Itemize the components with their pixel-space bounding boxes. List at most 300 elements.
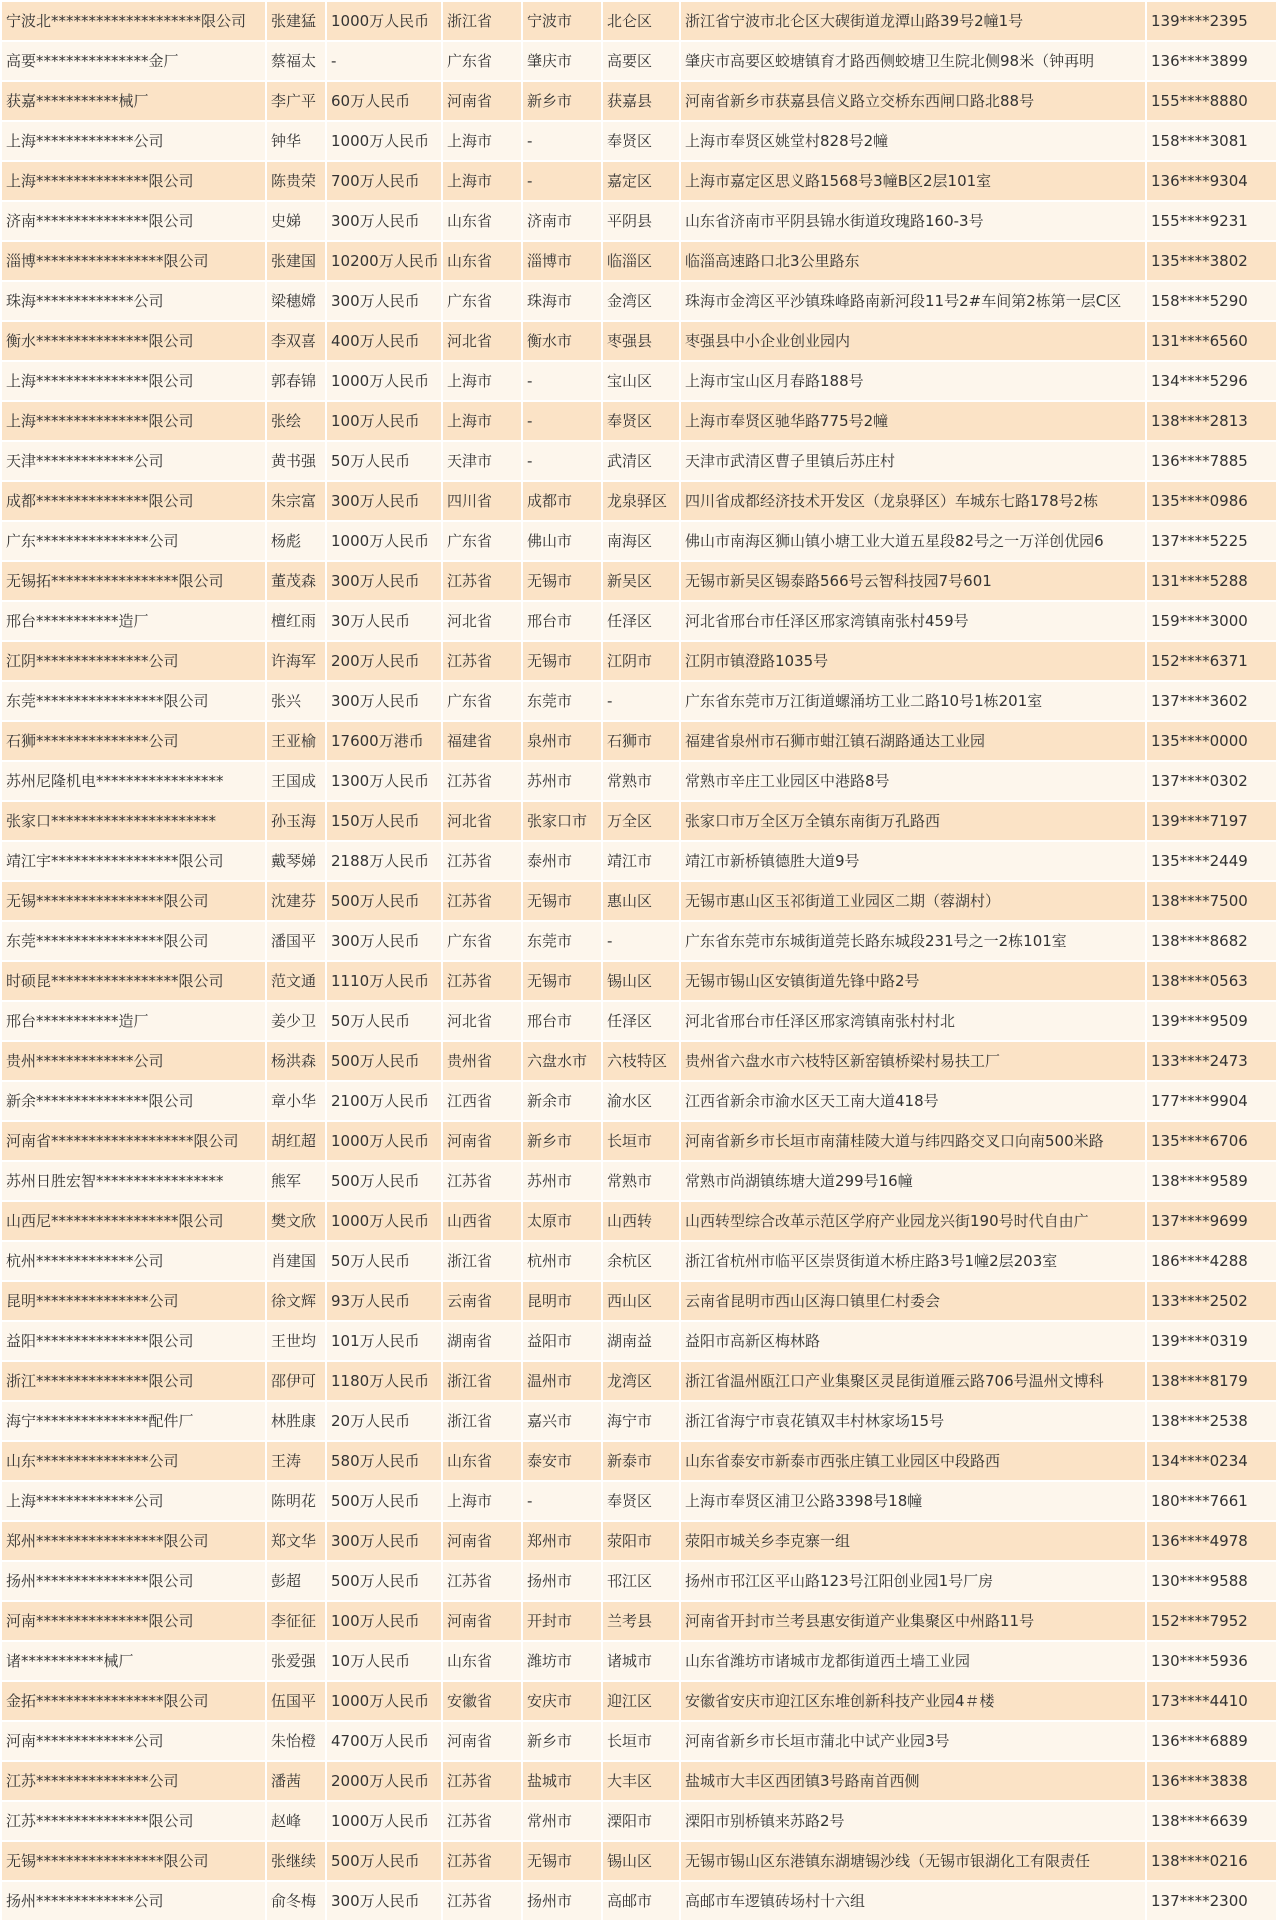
table-row	[1, 81, 1277, 121]
phone-cell: 133****2473	[1146, 1041, 1277, 1081]
registered-capital-cell: 30万人民币	[326, 601, 442, 641]
registered-capital-cell: 60万人民币	[326, 81, 442, 121]
table-row	[1, 1561, 1277, 1601]
address-cell: 山东省潍坊市诸城市龙都街道西土墙工业园	[680, 1641, 1146, 1681]
province-cell: 山东省	[442, 1441, 522, 1481]
province-cell: 湖南省	[442, 1321, 522, 1361]
address-cell: 山东省泰安市新泰市西张庄镇工业园区中段路西	[680, 1441, 1146, 1481]
contact-person-cell: 潘国平	[266, 921, 326, 961]
company-name-cell: 张家口**********************	[1, 801, 266, 841]
phone-cell: 138****2813	[1146, 401, 1277, 441]
table-row	[1, 481, 1277, 521]
district-cell: 锡山区	[602, 1841, 680, 1881]
address-cell: 安徽省安庆市迎江区东堆创新科技产业园4＃楼	[680, 1681, 1146, 1721]
district-cell: 获嘉县	[602, 81, 680, 121]
registered-capital-cell: 500万人民币	[326, 1561, 442, 1601]
company-name-cell: 成都***************限公司	[1, 481, 266, 521]
registered-capital-cell: 1300万人民币	[326, 761, 442, 801]
table-row	[1, 281, 1277, 321]
phone-cell: 155****8880	[1146, 81, 1277, 121]
province-cell: 河北省	[442, 801, 522, 841]
phone-cell: 139****0319	[1146, 1321, 1277, 1361]
company-name-cell: 苏州尼隆机电*****************	[1, 761, 266, 801]
table-row	[1, 1, 1277, 41]
district-cell: 大丰区	[602, 1761, 680, 1801]
phone-cell: 130****5936	[1146, 1641, 1277, 1681]
district-cell: 石狮市	[602, 721, 680, 761]
table-row	[1, 1521, 1277, 1561]
registered-capital-cell: 300万人民币	[326, 281, 442, 321]
district-cell: 邗江区	[602, 1561, 680, 1601]
city-cell: 无锡市	[522, 881, 602, 921]
province-cell: 山西省	[442, 1201, 522, 1241]
province-cell: 浙江省	[442, 1, 522, 41]
address-cell: 河南省新乡市长垣市南蒲桂陵大道与纬四路交叉口向南500米路	[680, 1121, 1146, 1161]
district-cell: 溧阳市	[602, 1801, 680, 1841]
address-cell: 天津市武清区曹子里镇后苏庄村	[680, 441, 1146, 481]
address-cell: 盐城市大丰区西团镇3号路南首西侧	[680, 1761, 1146, 1801]
district-cell: 嘉定区	[602, 161, 680, 201]
province-cell: 上海市	[442, 1481, 522, 1521]
registered-capital-cell: 1000万人民币	[326, 1, 442, 41]
contact-person-cell: 檀红雨	[266, 601, 326, 641]
address-cell: 贵州省六盘水市六枝特区新窑镇桥梁村易扶工厂	[680, 1041, 1146, 1081]
registered-capital-cell: 10200万人民币	[326, 241, 442, 281]
company-name-cell: 河南*************公司	[1, 1721, 266, 1761]
contact-person-cell: 彭超	[266, 1561, 326, 1601]
contact-person-cell: 郑文华	[266, 1521, 326, 1561]
contact-person-cell: 陈明花	[266, 1481, 326, 1521]
table-row	[1, 761, 1277, 801]
registered-capital-cell: 500万人民币	[326, 1041, 442, 1081]
company-name-cell: 邢台***********造厂	[1, 601, 266, 641]
district-cell: 平阴县	[602, 201, 680, 241]
company-name-cell: 无锡拓*****************限公司	[1, 561, 266, 601]
contact-person-cell: 杨洪森	[266, 1041, 326, 1081]
registered-capital-cell: 50万人民币	[326, 1241, 442, 1281]
registered-capital-cell: 300万人民币	[326, 481, 442, 521]
city-cell: 宁波市	[522, 1, 602, 41]
city-cell: 无锡市	[522, 961, 602, 1001]
province-cell: 江苏省	[442, 1881, 522, 1921]
address-cell: 上海市奉贤区姚堂村828号2幢	[680, 121, 1146, 161]
table-row	[1, 1401, 1277, 1441]
province-cell: 福建省	[442, 721, 522, 761]
company-name-cell: 无锡*****************限公司	[1, 881, 266, 921]
company-name-cell: 杭州*************公司	[1, 1241, 266, 1281]
contact-person-cell: 伍国平	[266, 1681, 326, 1721]
phone-cell: 130****9588	[1146, 1561, 1277, 1601]
phone-cell: 136****3899	[1146, 41, 1277, 81]
registered-capital-cell: 1000万人民币	[326, 1201, 442, 1241]
district-cell: 任泽区	[602, 601, 680, 641]
district-cell: 诸城市	[602, 1641, 680, 1681]
company-name-cell: 上海*************公司	[1, 121, 266, 161]
company-name-cell: 无锡*****************限公司	[1, 1841, 266, 1881]
province-cell: 天津市	[442, 441, 522, 481]
registered-capital-cell: 300万人民币	[326, 561, 442, 601]
city-cell: 安庆市	[522, 1681, 602, 1721]
table-row	[1, 1841, 1277, 1881]
address-cell: 无锡市惠山区玉祁街道工业园区二期（蓉湖村）	[680, 881, 1146, 921]
address-cell: 浙江省温州瓯江口产业集聚区灵昆街道雁云路706号温州文博科	[680, 1361, 1146, 1401]
company-name-cell: 苏州日胜宏智*****************	[1, 1161, 266, 1201]
province-cell: 上海市	[442, 361, 522, 401]
phone-cell: 137****0302	[1146, 761, 1277, 801]
contact-person-cell: 梁穗嫦	[266, 281, 326, 321]
table-row	[1, 441, 1277, 481]
phone-cell: 139****9509	[1146, 1001, 1277, 1041]
province-cell: 贵州省	[442, 1041, 522, 1081]
address-cell: 河南省新乡市长垣市蒲北中试产业园3号	[680, 1721, 1146, 1761]
province-cell: 山东省	[442, 201, 522, 241]
table-row	[1, 1801, 1277, 1841]
phone-cell: 137****2300	[1146, 1881, 1277, 1921]
company-name-cell: 山西尼*****************限公司	[1, 1201, 266, 1241]
table-row	[1, 641, 1277, 681]
city-cell: 无锡市	[522, 1841, 602, 1881]
registered-capital-cell: 1000万人民币	[326, 121, 442, 161]
registered-capital-cell: 300万人民币	[326, 681, 442, 721]
province-cell: 江苏省	[442, 841, 522, 881]
table-row	[1, 961, 1277, 1001]
company-name-cell: 上海***************限公司	[1, 361, 266, 401]
table-row	[1, 1761, 1277, 1801]
registered-capital-cell: 500万人民币	[326, 1841, 442, 1881]
district-cell: 高邮市	[602, 1881, 680, 1921]
city-cell: 郑州市	[522, 1521, 602, 1561]
address-cell: 广东省东莞市万江街道螺涌坊工业二路10号1栋201室	[680, 681, 1146, 721]
contact-person-cell: 熊军	[266, 1161, 326, 1201]
province-cell: 浙江省	[442, 1241, 522, 1281]
address-cell: 山东省济南市平阴县锦水街道玫瑰路160-3号	[680, 201, 1146, 241]
phone-cell: 138****8682	[1146, 921, 1277, 961]
registered-capital-cell: 50万人民币	[326, 441, 442, 481]
city-cell: -	[522, 121, 602, 161]
contact-person-cell: 胡红超	[266, 1121, 326, 1161]
district-cell: 迎江区	[602, 1681, 680, 1721]
registered-capital-cell: 500万人民币	[326, 1161, 442, 1201]
city-cell: 潍坊市	[522, 1641, 602, 1681]
table-row	[1, 241, 1277, 281]
contact-person-cell: 肖建国	[266, 1241, 326, 1281]
district-cell: 渝水区	[602, 1081, 680, 1121]
contact-person-cell: 史娣	[266, 201, 326, 241]
contact-person-cell: 钟华	[266, 121, 326, 161]
company-name-cell: 益阳***************限公司	[1, 1321, 266, 1361]
registered-capital-cell: 150万人民币	[326, 801, 442, 841]
district-cell: 靖江市	[602, 841, 680, 881]
district-cell: 新泰市	[602, 1441, 680, 1481]
contact-person-cell: 李广平	[266, 81, 326, 121]
province-cell: 河北省	[442, 601, 522, 641]
company-name-cell: 时硕昆*****************限公司	[1, 961, 266, 1001]
table-row	[1, 841, 1277, 881]
company-name-cell: 上海***************限公司	[1, 401, 266, 441]
table-row	[1, 161, 1277, 201]
province-cell: 山东省	[442, 1641, 522, 1681]
district-cell: 龙泉驿区	[602, 481, 680, 521]
province-cell: 河南省	[442, 81, 522, 121]
contact-person-cell: 杨彪	[266, 521, 326, 561]
table-row	[1, 1001, 1277, 1041]
registered-capital-cell: 2188万人民币	[326, 841, 442, 881]
province-cell: 山东省	[442, 241, 522, 281]
phone-cell: 138****7500	[1146, 881, 1277, 921]
company-name-cell: 上海***************限公司	[1, 161, 266, 201]
table-row	[1, 681, 1277, 721]
table-row	[1, 1281, 1277, 1321]
registered-capital-cell: 1180万人民币	[326, 1361, 442, 1401]
address-cell: 河南省新乡市获嘉县信义路立交桥东西闸口路北88号	[680, 81, 1146, 121]
city-cell: 常州市	[522, 1801, 602, 1841]
district-cell: 北仑区	[602, 1, 680, 41]
city-cell: 扬州市	[522, 1881, 602, 1921]
address-cell: 溧阳市别桥镇来苏路2号	[680, 1801, 1146, 1841]
company-name-cell: 江阴***************公司	[1, 641, 266, 681]
address-cell: 无锡市新吴区锡泰路566号云智科技园7号601	[680, 561, 1146, 601]
registered-capital-cell: 4700万人民币	[326, 1721, 442, 1761]
contact-person-cell: 张建国	[266, 241, 326, 281]
company-name-cell: 获嘉***********械厂	[1, 81, 266, 121]
city-cell: 衡水市	[522, 321, 602, 361]
registered-capital-cell: 300万人民币	[326, 921, 442, 961]
province-cell: 江苏省	[442, 1561, 522, 1601]
phone-cell: 138****9589	[1146, 1161, 1277, 1201]
registered-capital-cell: 101万人民币	[326, 1321, 442, 1361]
contact-person-cell: 朱宗富	[266, 481, 326, 521]
province-cell: 广东省	[442, 521, 522, 561]
city-cell: 泉州市	[522, 721, 602, 761]
company-name-cell: 济南***************限公司	[1, 201, 266, 241]
phone-cell: 152****6371	[1146, 641, 1277, 681]
province-cell: 河北省	[442, 1001, 522, 1041]
province-cell: 河南省	[442, 1601, 522, 1641]
address-cell: 上海市嘉定区思义路1568号3幢B区2层101室	[680, 161, 1146, 201]
city-cell: 扬州市	[522, 1561, 602, 1601]
phone-cell: 180****7661	[1146, 1481, 1277, 1521]
contact-person-cell: 陈贵荣	[266, 161, 326, 201]
contact-person-cell: 王国成	[266, 761, 326, 801]
district-cell: 奉贤区	[602, 1481, 680, 1521]
city-cell: 济南市	[522, 201, 602, 241]
contact-person-cell: 章小华	[266, 1081, 326, 1121]
province-cell: 江苏省	[442, 641, 522, 681]
company-name-cell: 郑州*****************限公司	[1, 1521, 266, 1561]
registered-capital-cell: 580万人民币	[326, 1441, 442, 1481]
table-body	[1, 1, 1277, 1921]
contact-person-cell: 王世均	[266, 1321, 326, 1361]
company-name-cell: 江苏***************限公司	[1, 1801, 266, 1841]
city-cell: 东莞市	[522, 921, 602, 961]
district-cell: 万全区	[602, 801, 680, 841]
registered-capital-cell: 200万人民币	[326, 641, 442, 681]
province-cell: 云南省	[442, 1281, 522, 1321]
city-cell: -	[522, 1481, 602, 1521]
province-cell: 浙江省	[442, 1401, 522, 1441]
phone-cell: 138****2538	[1146, 1401, 1277, 1441]
address-cell: 云南省昆明市西山区海口镇里仁村委会	[680, 1281, 1146, 1321]
city-cell: 六盘水市	[522, 1041, 602, 1081]
phone-cell: 134****5296	[1146, 361, 1277, 401]
district-cell: 湖南益	[602, 1321, 680, 1361]
company-name-cell: 江苏***************公司	[1, 1761, 266, 1801]
registered-capital-cell: 20万人民币	[326, 1401, 442, 1441]
table-row	[1, 1041, 1277, 1081]
registered-capital-cell: 100万人民币	[326, 1601, 442, 1641]
table-row	[1, 361, 1277, 401]
phone-cell: 158****3081	[1146, 121, 1277, 161]
address-cell: 江阴市镇澄路1035号	[680, 641, 1146, 681]
contact-person-cell: 张兴	[266, 681, 326, 721]
registered-capital-cell: 400万人民币	[326, 321, 442, 361]
registered-capital-cell: 1000万人民币	[326, 1121, 442, 1161]
province-cell: 江苏省	[442, 1161, 522, 1201]
table-row	[1, 561, 1277, 601]
registered-capital-cell: 100万人民币	[326, 401, 442, 441]
company-name-cell: 东莞*****************限公司	[1, 681, 266, 721]
registered-capital-cell: 300万人民币	[326, 1881, 442, 1921]
company-name-cell: 新余***************限公司	[1, 1081, 266, 1121]
table-row	[1, 1641, 1277, 1681]
province-cell: 河南省	[442, 1521, 522, 1561]
address-cell: 高邮市车逻镇砖场村十六组	[680, 1881, 1146, 1921]
contact-person-cell: 王涛	[266, 1441, 326, 1481]
company-name-cell: 宁波北********************限公司	[1, 1, 266, 41]
table-row	[1, 1681, 1277, 1721]
address-cell: 无锡市锡山区安镇街道先锋中路2号	[680, 961, 1146, 1001]
phone-cell: 173****4410	[1146, 1681, 1277, 1721]
province-cell: 广东省	[442, 281, 522, 321]
address-cell: 河北省邢台市任泽区邢家湾镇南张村459号	[680, 601, 1146, 641]
city-cell: 新乡市	[522, 1121, 602, 1161]
district-cell: 新吴区	[602, 561, 680, 601]
district-cell: 奉贤区	[602, 121, 680, 161]
city-cell: 肇庆市	[522, 41, 602, 81]
phone-cell: 138****6639	[1146, 1801, 1277, 1841]
table-row	[1, 1721, 1277, 1761]
address-cell: 珠海市金湾区平沙镇珠峰路南新河段11号2#车间第2栋第一层C区	[680, 281, 1146, 321]
phone-cell: 139****7197	[1146, 801, 1277, 841]
contact-person-cell: 孙玉海	[266, 801, 326, 841]
phone-cell: 135****2449	[1146, 841, 1277, 881]
province-cell: 江苏省	[442, 1801, 522, 1841]
district-cell: 南海区	[602, 521, 680, 561]
city-cell: 东莞市	[522, 681, 602, 721]
phone-cell: 131****6560	[1146, 321, 1277, 361]
address-cell: 上海市宝山区月春路188号	[680, 361, 1146, 401]
registered-capital-cell: 700万人民币	[326, 161, 442, 201]
province-cell: 广东省	[442, 41, 522, 81]
table-row	[1, 1121, 1277, 1161]
phone-cell: 137****5225	[1146, 521, 1277, 561]
address-cell: 山西转型综合改革示范区学府产业园龙兴街190号时代自由广	[680, 1201, 1146, 1241]
city-cell: 淄博市	[522, 241, 602, 281]
contact-person-cell: 张绘	[266, 401, 326, 441]
province-cell: 河北省	[442, 321, 522, 361]
table-row	[1, 1081, 1277, 1121]
company-name-cell: 山东***************公司	[1, 1441, 266, 1481]
contact-person-cell: 林胜康	[266, 1401, 326, 1441]
table-row	[1, 401, 1277, 441]
contact-person-cell: 戴琴娣	[266, 841, 326, 881]
company-name-cell: 邢台***********造厂	[1, 1001, 266, 1041]
province-cell: 江苏省	[442, 881, 522, 921]
contact-person-cell: 张继续	[266, 1841, 326, 1881]
phone-cell: 152****7952	[1146, 1601, 1277, 1641]
district-cell: 金湾区	[602, 281, 680, 321]
address-cell: 河南省开封市兰考县惠安街道产业集聚区中州路11号	[680, 1601, 1146, 1641]
city-cell: -	[522, 401, 602, 441]
registered-capital-cell: 10万人民币	[326, 1641, 442, 1681]
table-row	[1, 41, 1277, 81]
company-name-cell: 高要***************金厂	[1, 41, 266, 81]
phone-cell: 134****0234	[1146, 1441, 1277, 1481]
contact-person-cell: 李双喜	[266, 321, 326, 361]
contact-person-cell: 邵伊可	[266, 1361, 326, 1401]
registered-capital-cell: 500万人民币	[326, 881, 442, 921]
table-row	[1, 881, 1277, 921]
district-cell: 奉贤区	[602, 401, 680, 441]
address-cell: 常熟市尚湖镇练塘大道299号16幢	[680, 1161, 1146, 1201]
district-cell: 长垣市	[602, 1721, 680, 1761]
province-cell: 江苏省	[442, 1841, 522, 1881]
address-cell: 广东省东莞市东城街道莞长路东城段231号之一2栋101室	[680, 921, 1146, 961]
district-cell: 长垣市	[602, 1121, 680, 1161]
district-cell: 常熟市	[602, 761, 680, 801]
registered-capital-cell: 50万人民币	[326, 1001, 442, 1041]
registered-capital-cell: 300万人民币	[326, 201, 442, 241]
district-cell: 临淄区	[602, 241, 680, 281]
city-cell: -	[522, 161, 602, 201]
table-row	[1, 1481, 1277, 1521]
city-cell: 邢台市	[522, 601, 602, 641]
company-name-cell: 东莞*****************限公司	[1, 921, 266, 961]
contact-person-cell: 俞冬梅	[266, 1881, 326, 1921]
company-name-cell: 浙江***************限公司	[1, 1361, 266, 1401]
phone-cell: 137****9699	[1146, 1201, 1277, 1241]
district-cell: 龙湾区	[602, 1361, 680, 1401]
city-cell: 昆明市	[522, 1281, 602, 1321]
table-row	[1, 1361, 1277, 1401]
address-cell: 无锡市锡山区东港镇东湖塘锡沙线（无锡市银湖化工有限责任	[680, 1841, 1146, 1881]
district-cell: 六枝特区	[602, 1041, 680, 1081]
district-cell: 兰考县	[602, 1601, 680, 1641]
address-cell: 靖江市新桥镇德胜大道9号	[680, 841, 1146, 881]
table-row	[1, 321, 1277, 361]
address-cell: 江西省新余市渝水区天工南大道418号	[680, 1081, 1146, 1121]
company-name-cell: 靖江宇*****************限公司	[1, 841, 266, 881]
company-name-cell: 淄博*****************限公司	[1, 241, 266, 281]
contact-person-cell: 许海军	[266, 641, 326, 681]
registered-capital-cell: 1000万人民币	[326, 361, 442, 401]
company-name-cell: 扬州***************限公司	[1, 1561, 266, 1601]
city-cell: 开封市	[522, 1601, 602, 1641]
province-cell: 上海市	[442, 121, 522, 161]
district-cell: 惠山区	[602, 881, 680, 921]
province-cell: 河南省	[442, 1721, 522, 1761]
contact-person-cell: 樊文欣	[266, 1201, 326, 1241]
registered-capital-cell: 2100万人民币	[326, 1081, 442, 1121]
address-cell: 浙江省宁波市北仑区大碶街道龙潭山路39号2幢1号	[680, 1, 1146, 41]
address-cell: 临淄高速路口北3公里路东	[680, 241, 1146, 281]
phone-cell: 136****7885	[1146, 441, 1277, 481]
phone-cell: 138****0216	[1146, 1841, 1277, 1881]
city-cell: 邢台市	[522, 1001, 602, 1041]
address-cell: 浙江省海宁市袁花镇双丰村林家场15号	[680, 1401, 1146, 1441]
phone-cell: 135****3802	[1146, 241, 1277, 281]
table-row	[1, 1241, 1277, 1281]
